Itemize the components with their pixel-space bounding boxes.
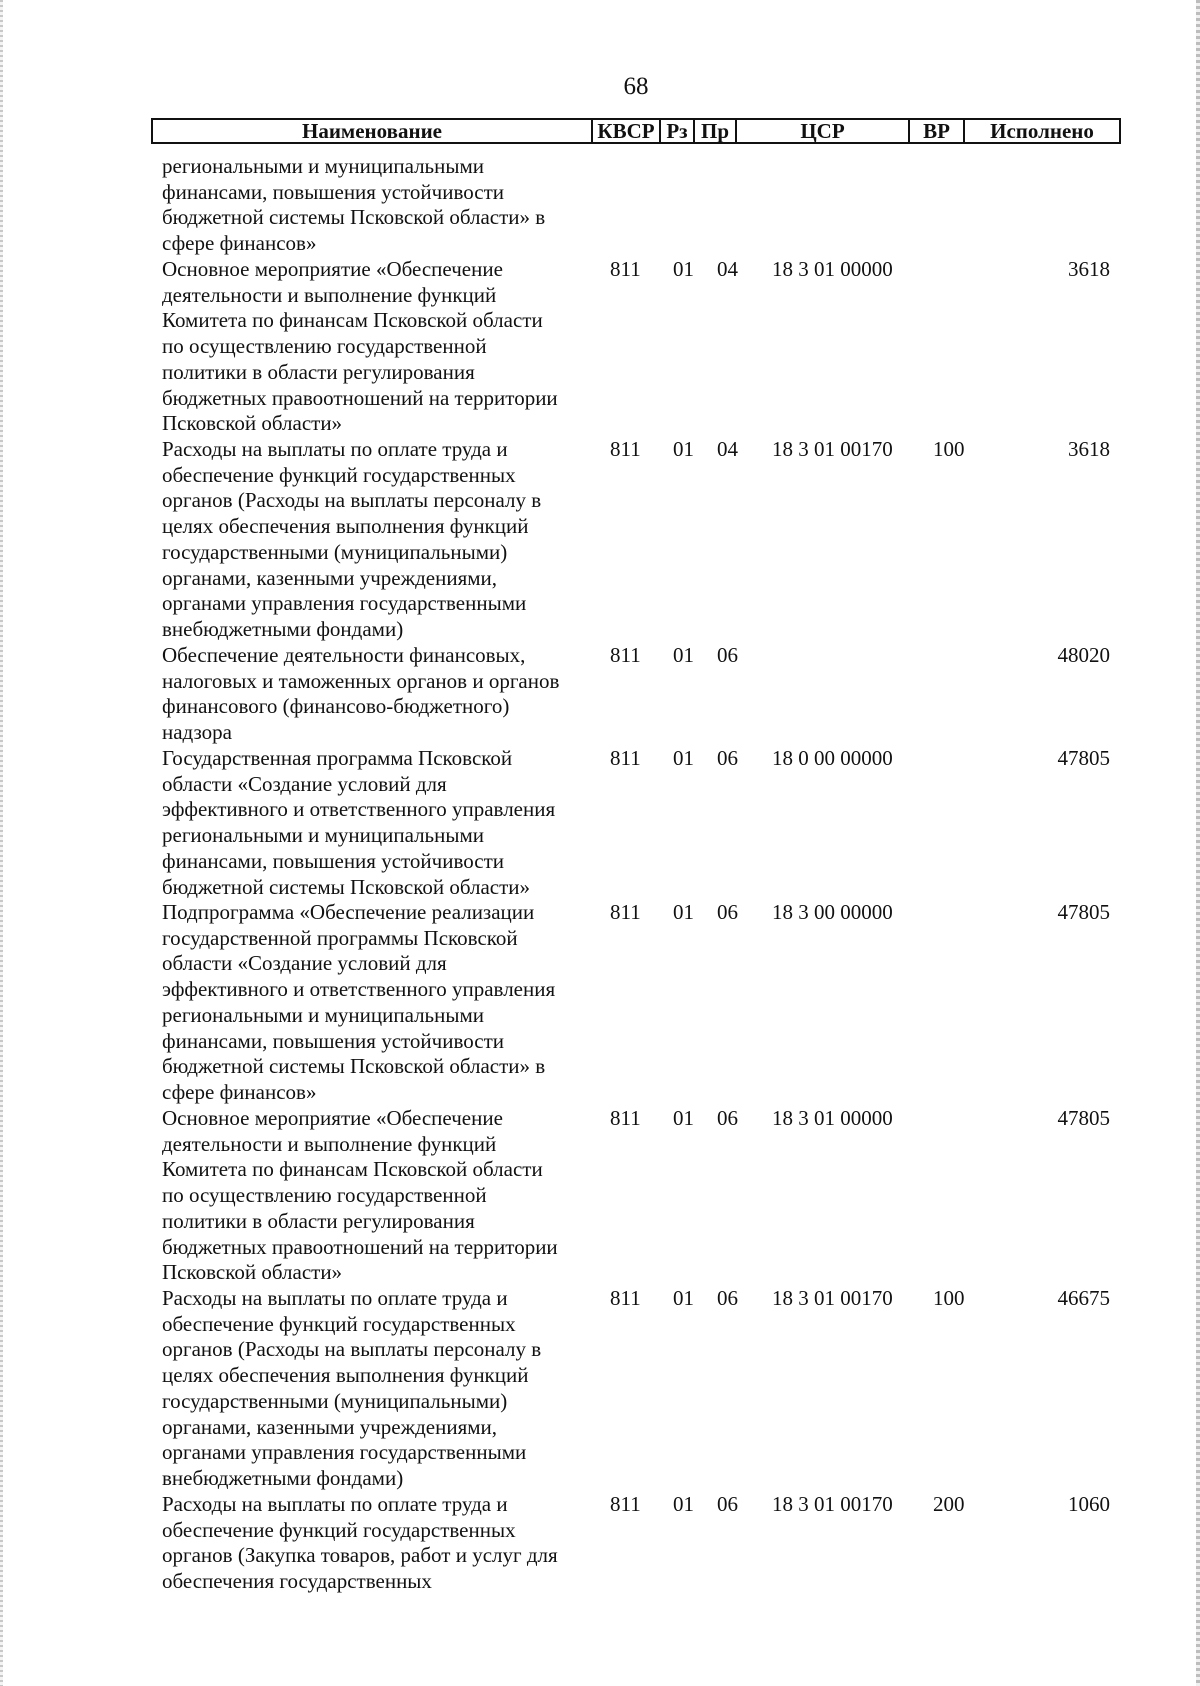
cell-name-line: целях обеспечения выполнения функций	[162, 1363, 529, 1388]
cell-rz: 01	[673, 643, 694, 667]
cell-name-line: обеспечение функций государственных	[162, 462, 516, 487]
cell-name-line: финансового (финансово-бюджетного)	[162, 694, 510, 719]
cell-name-line: органов (Расходы на выплаты персоналу в	[162, 1337, 542, 1362]
cell-name-line: сфере финансов»	[162, 1079, 317, 1104]
cell-pr: 06	[717, 643, 738, 667]
cell-name	[162, 1286, 592, 1492]
cell-rz: 01	[673, 1492, 694, 1516]
cell-pr: 06	[717, 1106, 738, 1130]
cell-name-line: органами управления государственными	[162, 1440, 527, 1465]
cell-name-line: Основное мероприятие «Обеспечение	[162, 257, 503, 281]
cell-name-line: региональными и муниципальными	[162, 1002, 485, 1027]
header-done: Исполнено	[990, 120, 1094, 142]
cell-name-line: финансами, повышения устойчивости	[162, 1028, 504, 1053]
cell-name-line: сфере финансов»	[162, 231, 317, 256]
cell-csr: 18 3 01 00170	[772, 1492, 893, 1516]
cell-pr: 06	[717, 746, 738, 770]
cell-name-line: обеспечения государственных	[162, 1569, 432, 1594]
cell-name-line: Подпрограмма «Обеспечение реализации	[162, 900, 535, 924]
cell-name-line: государственными (муниципальными)	[162, 1388, 508, 1413]
header-vr: ВР	[910, 120, 965, 142]
cell-name-line: эффективного и ответственного управления	[162, 797, 556, 822]
scan-edge-right	[1196, 0, 1200, 1686]
cell-name	[162, 900, 592, 1106]
cell-name-line: по осуществлению государственной	[162, 334, 487, 359]
cell-name-line: области «Создание условий для	[162, 951, 447, 976]
cell-name-line: области «Создание условий для	[162, 771, 447, 796]
cell-rz: 01	[673, 1106, 694, 1130]
header-name: Наименование	[153, 120, 593, 142]
cell-kvsr: 811	[610, 643, 641, 667]
cell-executed: 47805	[1057, 746, 1110, 770]
cell-rz: 01	[673, 1286, 694, 1310]
cell-kvsr: 811	[610, 900, 641, 924]
cell-name-line: бюджетной системы Псковской области»	[162, 874, 531, 899]
cell-name-line: налоговых и таможенных органов и органов	[162, 668, 560, 693]
cell-name-line: деятельности и выполнение функций	[162, 1131, 497, 1156]
cell-name-line: эффективного и ответственного управления	[162, 977, 556, 1002]
cell-pr: 06	[717, 1492, 738, 1516]
cell-executed: 47805	[1057, 1106, 1110, 1130]
cell-name-line: финансами, повышения устойчивости	[162, 179, 504, 204]
header-pr: Пр	[695, 120, 737, 142]
cell-pr: 04	[717, 257, 738, 281]
cell-rz: 01	[673, 746, 694, 770]
scan-edge-left	[0, 0, 3, 1686]
cell-rz: 01	[673, 437, 694, 461]
cell-executed: 3618	[1068, 257, 1110, 281]
cell-name-line: бюджетных правоотношений на территории	[162, 1234, 558, 1259]
cell-name-line: политики в области регулирования	[162, 1208, 475, 1233]
cell-name-line: внебюджетными фондами)	[162, 616, 404, 641]
cell-name-line: деятельности и выполнение функций	[162, 282, 497, 307]
cell-name-line: бюджетной системы Псковской области» в	[162, 1054, 546, 1079]
cell-vr: 100	[933, 1286, 965, 1310]
cell-csr: 18 3 00 00000	[772, 900, 893, 924]
cell-name-line: Обеспечение деятельности финансовых,	[162, 643, 526, 667]
cell-name-line: обеспечение функций государственных	[162, 1311, 516, 1336]
cell-name-line: Расходы на выплаты по оплате труда и	[162, 1286, 508, 1310]
cell-name	[162, 1492, 592, 1595]
table-header	[151, 118, 1121, 144]
cell-name-line: Комитета по финансам Псковской области	[162, 1157, 543, 1182]
cell-name-line: бюджетной системы Псковской области» в	[162, 205, 546, 230]
page-number: 68	[623, 73, 649, 100]
cell-name	[162, 1106, 592, 1286]
header-csr: ЦСР	[737, 120, 910, 142]
cell-vr: 200	[933, 1492, 965, 1516]
cell-rz: 01	[673, 900, 694, 924]
cell-name	[162, 643, 592, 746]
cell-csr: 18 3 01 00170	[772, 437, 893, 461]
cell-name-line: государственной программы Псковской	[162, 925, 518, 950]
cell-name-line: Основное мероприятие «Обеспечение	[162, 1106, 503, 1130]
cell-name-line: органами, казенными учреждениями,	[162, 1414, 498, 1439]
cell-name-line: внебюджетными фондами)	[162, 1465, 404, 1490]
cell-name	[162, 437, 592, 643]
cell-executed: 1060	[1068, 1492, 1110, 1516]
header-rz: Рз	[661, 120, 695, 142]
cell-name-line: органами управления государственными	[162, 591, 527, 616]
cell-name-line: финансами, повышения устойчивости	[162, 848, 504, 873]
cell-kvsr: 811	[610, 1286, 641, 1310]
cell-executed: 3618	[1068, 437, 1110, 461]
cell-name-line: региональными и муниципальными	[162, 823, 485, 848]
cell-name-line: Комитета по финансам Псковской области	[162, 308, 543, 333]
cell-executed: 47805	[1057, 900, 1110, 924]
cell-name-line: политики в области регулирования	[162, 359, 475, 384]
cell-kvsr: 811	[610, 746, 641, 770]
header-kvsr: КВСР	[593, 120, 661, 142]
cell-name	[162, 154, 592, 257]
cell-name	[162, 257, 592, 437]
cell-name-line: надзора	[162, 720, 232, 745]
cell-csr: 18 3 01 00170	[772, 1286, 893, 1310]
cell-name-line: региональными и муниципальными	[162, 154, 485, 178]
cell-name-line: Государственная программа Псковской	[162, 746, 513, 770]
cell-kvsr: 811	[610, 1106, 641, 1130]
cell-name	[162, 746, 592, 900]
cell-name-line: государственными (муниципальными)	[162, 539, 508, 564]
cell-csr: 18 3 01 00000	[772, 1106, 893, 1130]
cell-name-line: Псковской области»	[162, 1260, 343, 1285]
cell-pr: 04	[717, 437, 738, 461]
cell-executed: 46675	[1057, 1286, 1110, 1310]
cell-name-line: органов (Закупка товаров, работ и услуг для	[162, 1543, 558, 1568]
cell-name-line: по осуществлению государственной	[162, 1183, 487, 1208]
cell-name-line: органами, казенными учреждениями,	[162, 565, 498, 590]
cell-kvsr: 811	[610, 1492, 641, 1516]
cell-name-line: Расходы на выплаты по оплате труда и	[162, 1492, 508, 1516]
cell-name-line: органов (Расходы на выплаты персоналу в	[162, 488, 542, 513]
cell-kvsr: 811	[610, 437, 641, 461]
cell-name-line: бюджетных правоотношений на территории	[162, 385, 558, 410]
cell-kvsr: 811	[610, 257, 641, 281]
cell-name-line: обеспечение функций государственных	[162, 1517, 516, 1542]
cell-name-line: Псковской области»	[162, 411, 343, 436]
cell-pr: 06	[717, 900, 738, 924]
cell-csr: 18 3 01 00000	[772, 257, 893, 281]
cell-name-line: целях обеспечения выполнения функций	[162, 514, 529, 539]
cell-vr: 100	[933, 437, 965, 461]
cell-pr: 06	[717, 1286, 738, 1310]
cell-rz: 01	[673, 257, 694, 281]
cell-name-line: Расходы на выплаты по оплате труда и	[162, 437, 508, 461]
cell-executed: 48020	[1057, 643, 1110, 667]
cell-csr: 18 0 00 00000	[772, 746, 893, 770]
